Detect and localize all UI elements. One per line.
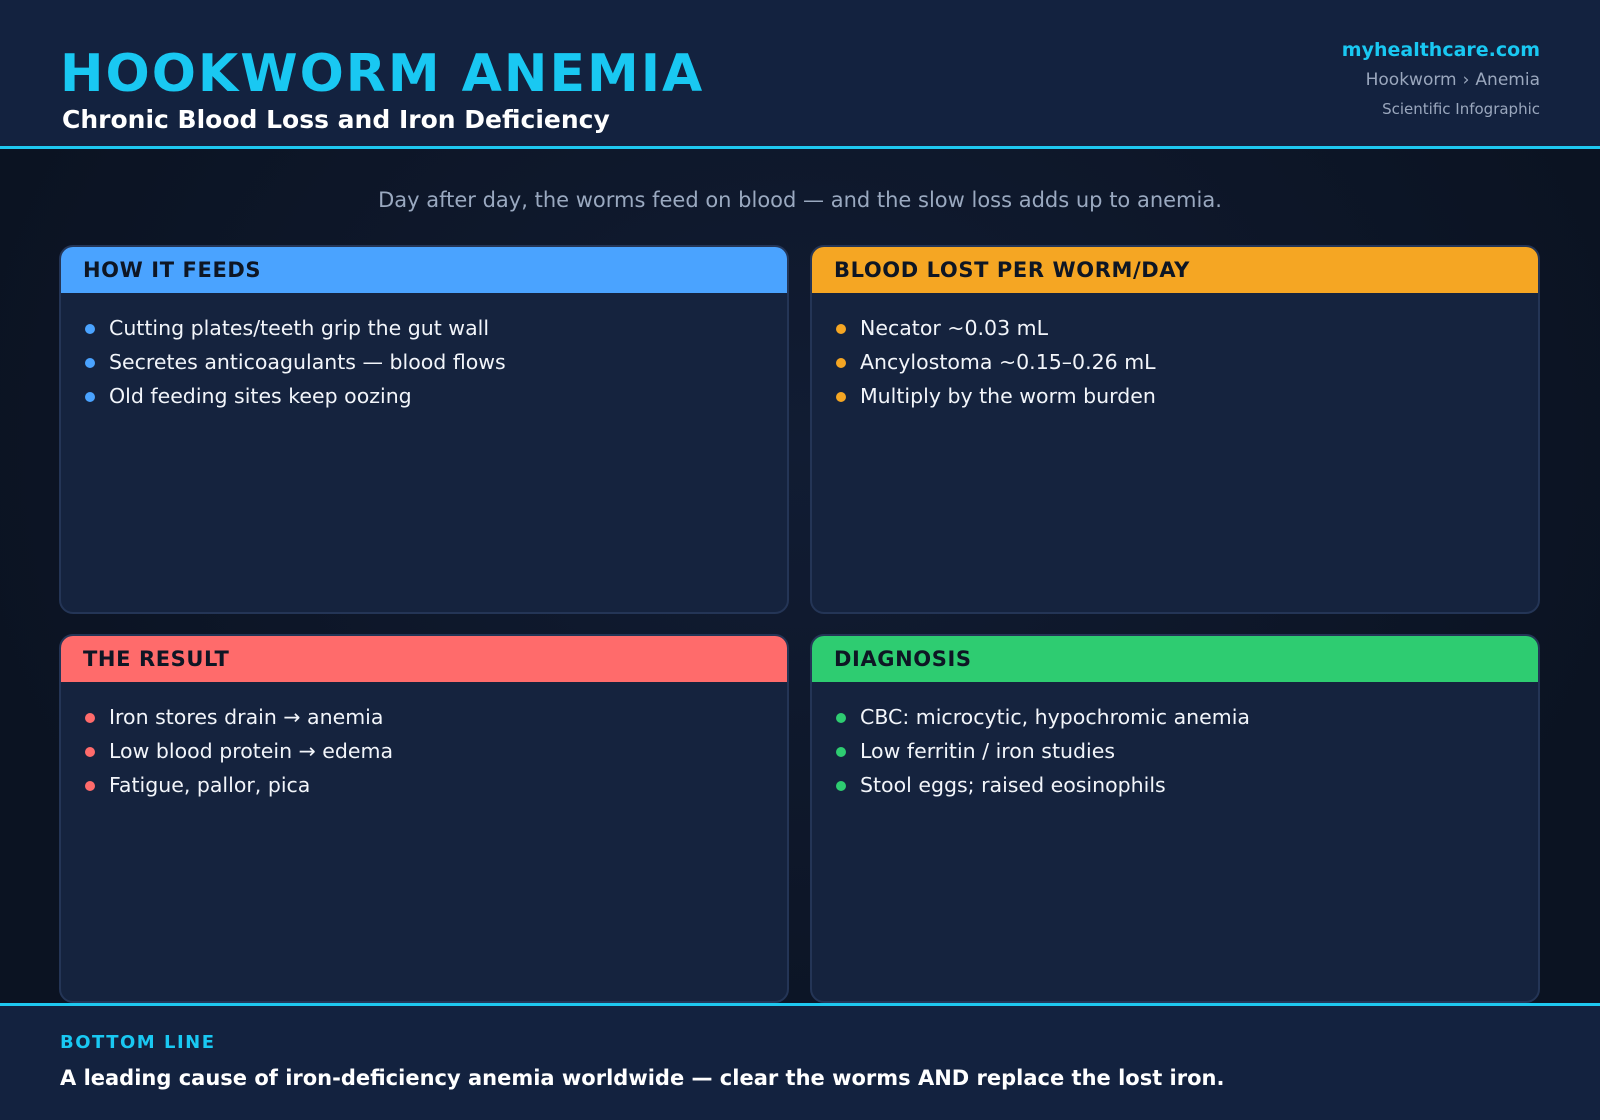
card-diagnosis [810,634,1540,1003]
bullet-icon [85,392,95,402]
card-how-it-feeds [59,245,789,614]
breadcrumb [1366,70,1540,90]
list-item-text: Low ferritin / iron studies [860,739,1116,763]
list-item [836,734,1538,768]
bottom-line-text: A leading cause of iron-deficiency anemia worldwide — clear the worms AND replace the lost iron. [60,1066,1225,1090]
list-item-text: Old feeding sites keep oozing [109,384,412,408]
card-blood-lost [810,245,1540,614]
list-item [836,379,1538,413]
card-list [61,682,787,802]
site-link[interactable]: myhealthcare.com [1341,39,1540,61]
list-item-text: Cutting plates/teeth grip the gut wall [109,316,490,340]
list-item-text: Ancylostoma ~0.15–0.26 mL [860,350,1156,374]
bullet-icon [85,324,95,334]
bottom-line-label: BOTTOM LINE [60,1032,216,1053]
card-list [812,682,1538,802]
list-item-text: Necator ~0.03 mL [860,316,1049,340]
card-list [61,293,787,413]
header [0,0,1600,149]
bullet-icon [836,392,846,402]
list-item-text: CBC: microcytic, hypochromic anemia [860,705,1250,729]
list-item-text: Iron stores drain → anemia [109,705,384,729]
list-item [85,379,787,413]
page-subtitle: Chronic Blood Loss and Iron Deficiency [62,105,610,134]
list-item-text: Stool eggs; raised eosinophils [860,773,1166,797]
card-heading: HOW IT FEEDS [61,247,787,293]
list-item [836,768,1538,802]
bullet-icon [85,747,95,757]
list-item [85,768,787,802]
page-title: HOOKWORM ANEMIA [60,44,705,104]
card-list [812,293,1538,413]
document-kind-label: Scientific Infographic [1382,100,1540,118]
bullet-icon [85,358,95,368]
footer [0,1003,1600,1120]
card-heading: THE RESULT [61,636,787,682]
bullet-icon [836,358,846,368]
bullet-icon [836,781,846,791]
bullet-icon [836,324,846,334]
breadcrumb-item-hookworm[interactable]: Hookworm [1365,70,1457,90]
card-the-result [59,634,789,1003]
intro-text: Day after day, the worms feed on blood — and the slow loss adds up to anemia. [378,188,1222,212]
breadcrumb-separator: › [1462,70,1470,90]
breadcrumb-item-anemia[interactable]: Anemia [1475,70,1540,90]
list-item [85,311,787,345]
list-item-text: Fatigue, pallor, pica [109,773,311,797]
bullet-icon [836,747,846,757]
list-item [85,345,787,379]
bullet-icon [85,713,95,723]
bullet-icon [836,713,846,723]
card-heading: DIAGNOSIS [812,636,1538,682]
list-item [836,311,1538,345]
card-heading: BLOOD LOST PER WORM/DAY [812,247,1538,293]
list-item-text: Multiply by the worm burden [860,384,1156,408]
bullet-icon [85,781,95,791]
list-item [836,345,1538,379]
list-item [85,734,787,768]
list-item [85,700,787,734]
list-item-text: Low blood protein → edema [109,739,394,763]
list-item [836,700,1538,734]
list-item-text: Secretes anticoagulants — blood flows [109,350,506,374]
